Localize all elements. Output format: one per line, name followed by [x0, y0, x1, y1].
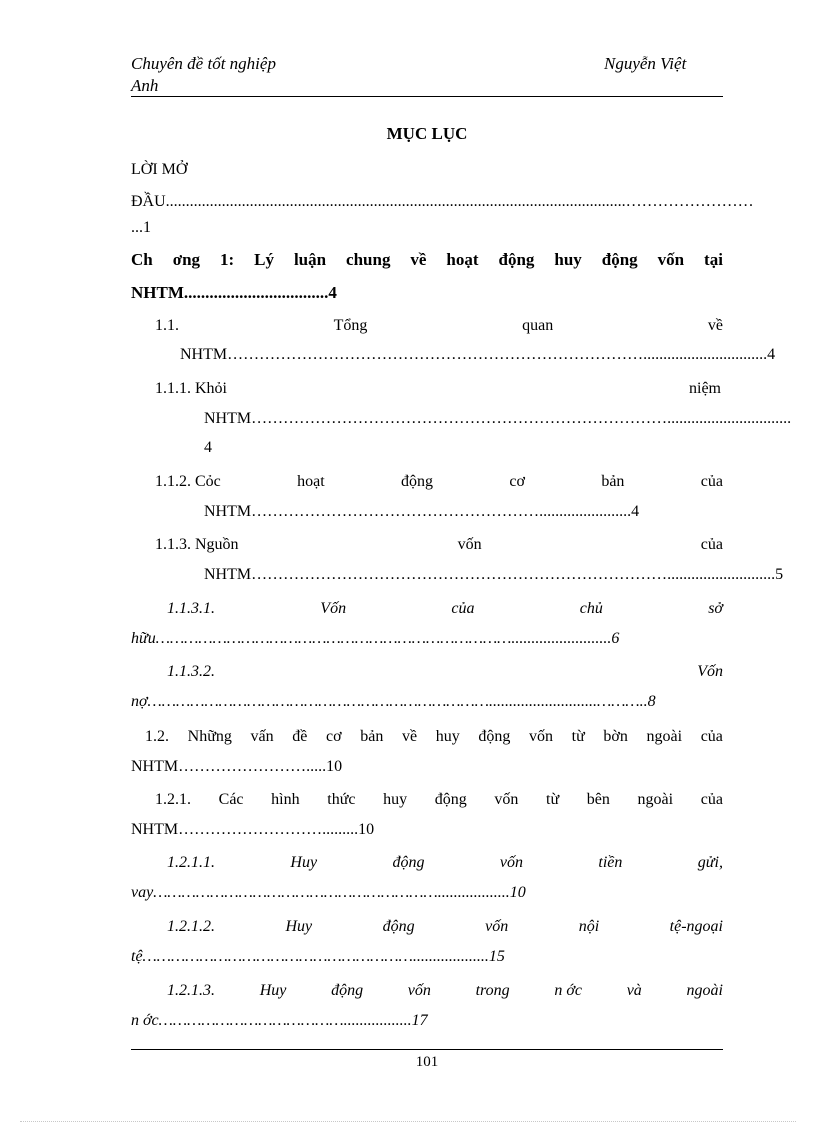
toc-intro-leader: ĐẦU...................................................................................................................……………………: [131, 193, 754, 210]
toc-intro: LỜI MỞ: [131, 161, 188, 178]
toc-section-1-2-page: NHTM…………………….....10: [131, 758, 343, 775]
header-left: Chuyên đề tốt nghiệp: [131, 54, 276, 73]
toc-section-1-2-1-1: 1.2.1.1. Huy động vốn tiền gửi,: [167, 854, 723, 871]
toc-section-1-2-1-page: NHTM……………………….........10: [131, 821, 375, 838]
toc-chapter-1-page: NHTM..................................4: [131, 283, 337, 302]
toc-section-1-1-1-page: 4: [204, 439, 212, 456]
toc-section-1-2-1-1-page: vay……………………………………………………..................10: [131, 884, 526, 901]
toc-section-1-2-1: 1.2.1. Các hình thức huy động vốn từ bên ngoài của: [155, 791, 723, 808]
toc-section-1-1-3-page: NHTM……………………………………………………………………...........................5: [204, 566, 784, 583]
toc-section-1-1-3-1: 1.1.3.1. Vốn của chủ sở: [167, 600, 723, 617]
toc-section-1-2-1-2: 1.2.1.2. Huy động vốn nội tệ-ngoại: [167, 918, 723, 935]
toc-section-1-1-3: 1.1.3. Nguồn vốn của: [155, 536, 723, 553]
toc-section-1-1-3-2-page: nợ………………………………………………………………...........................………..8: [131, 693, 656, 710]
toc-section-1-1-3-1-page: hữu………………………………………………………………….........................6: [131, 630, 620, 647]
toc-section-1-1-2: 1.1.2. Cỏc hoạt động cơ bản của: [155, 473, 723, 490]
toc-intro-page: ...1: [131, 219, 151, 236]
toc-section-1-1: 1.1. Tổng quan về: [155, 317, 723, 334]
header-right: Nguyễn Việt: [604, 54, 687, 73]
footer-rule: [131, 1049, 723, 1050]
toc-section-1-2-1-3: 1.2.1.3. Huy động vốn trong n ớc và ngoài: [167, 982, 723, 999]
header-rule: [131, 96, 723, 97]
page-number: 101: [415, 1054, 439, 1070]
toc-section-1-1-3-2: 1.1.3.2. Vốn: [167, 663, 723, 680]
header-left-continued: Anh: [131, 76, 159, 95]
toc-chapter-1: Ch ơng 1: Lý luận chung về hoạt động huy động vốn tại: [131, 250, 723, 269]
page-bottom-edge: [20, 1121, 796, 1122]
toc-section-1-1-1-leader: NHTM……………………………………………………………………...............................: [204, 410, 792, 427]
toc-section-1-1-page: NHTM……………………………………………………………………...............................4: [180, 346, 776, 363]
toc-section-1-1-2-page: NHTM……………………………………………….......................4: [204, 503, 640, 520]
toc-section-1-2: 1.2. Những vấn đề cơ bản về huy động vốn từ bờn ngoài của: [145, 728, 723, 745]
toc-section-1-2-1-3-page: n ớc………………………………….................17: [131, 1012, 428, 1029]
toc-section-1-1-1: 1.1.1. Khỏi niệm: [155, 380, 721, 397]
toc-section-1-2-1-2-page: tệ…………………………………………………...................15: [131, 948, 505, 965]
page-title: MỤC LỤC: [386, 124, 468, 143]
